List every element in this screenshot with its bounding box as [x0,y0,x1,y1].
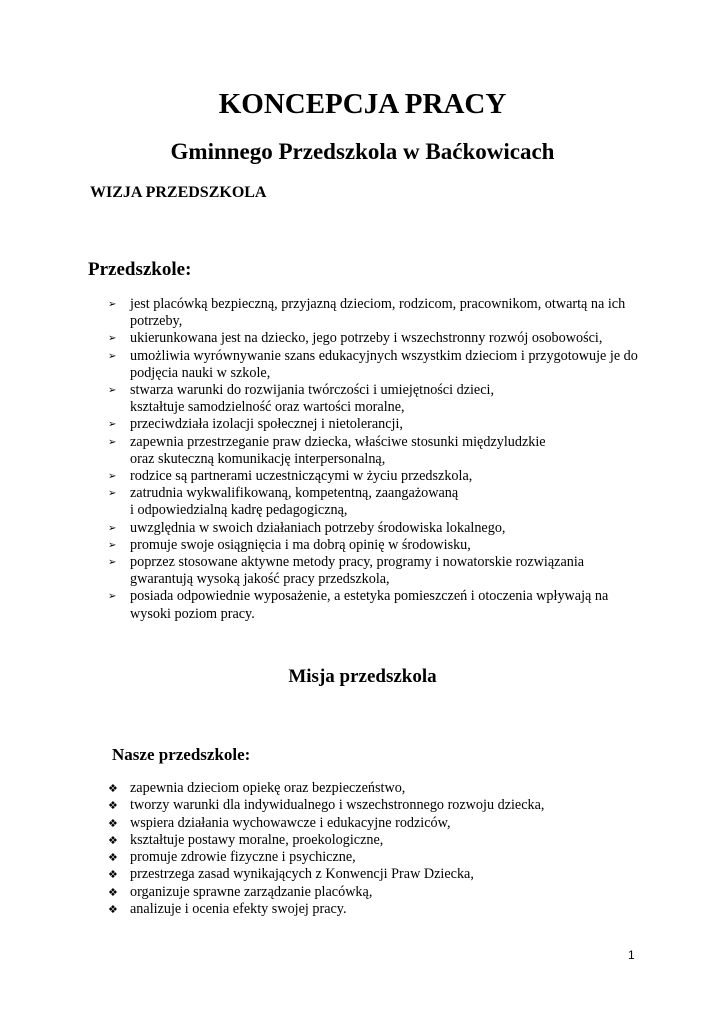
mission-list-item [108,780,648,797]
page-number: 1 [628,948,635,962]
vision-list-item [108,348,648,382]
mission-heading: Misja przedszkola [288,666,437,687]
list-item-text: poprzez stosowane aktywne metody pracy, programy i nowatorskie rozwiązania gwarantują wysoką jakość pracy przedszkola, [130,554,585,588]
vision-list-item [108,296,648,330]
arrow-bullet-icon: ➢ [108,299,117,310]
diamond-bullet-icon: ❖ [108,799,118,813]
diamond-bullet-icon: ❖ [108,903,118,917]
mission-list-item [108,901,648,918]
diamond-bullet-icon: ❖ [108,885,118,899]
arrow-bullet-icon: ➢ [108,591,117,603]
mission-list-item [108,866,648,883]
arrow-bullet-icon: ➢ [108,488,117,500]
list-item-text: promuje swoje osiągnięcia i ma dobrą opinię w środowisku, [130,536,471,553]
list-item-text: wspiera działania wychowawcze i edukacyjne rodziców, [130,814,451,831]
list-item-text: i odpowiedzialną kadrę pedagogiczną, [130,502,348,519]
list-item-text: zapewnia dzieciom opiekę oraz bezpieczeństwo, [130,780,406,796]
arrow-bullet-icon: ➢ [108,350,117,362]
list-item-text: tworzy warunki dla indywidualnego i wszechstronnego rozwoju dziecka, [130,797,545,814]
vision-list-item [108,588,648,622]
list-item-text: ukierunkowana jest na dziecko, jego potrzeby i wszechstronny rozwój osobowości, [130,330,603,347]
arrow-bullet-icon: ➢ [108,522,117,534]
list-item-text: analizuje i ocenia efekty swojej pracy. [130,901,347,918]
our-preschool-heading: Nasze przedszkole: [112,745,251,764]
diamond-bullet-icon: ❖ [108,816,118,830]
list-item-text: stwarza warunki do rozwijania twórczości i umiejętności dzieci, [130,382,495,399]
arrow-bullet-icon: ➢ [108,385,117,397]
vision-heading: WIZJA PRZEDSZKOLA [90,184,267,201]
mission-list-item [108,797,648,814]
mission-list-item [108,815,648,832]
arrow-bullet-icon: ➢ [108,436,117,448]
list-item-text: kształtuje postawy moralne, proekologiczne, [130,831,384,848]
arrow-bullet-icon: ➢ [108,539,117,551]
vision-list-item [108,416,648,433]
list-item-text: rodzice są partnerami uczestniczącymi w życiu przedszkola, [130,468,473,485]
vision-list-item [108,382,648,416]
section-heading-przedszkole: Przedszkole: [88,259,192,280]
diamond-bullet-icon: ❖ [108,851,118,865]
vision-list [108,296,648,623]
vision-list-item [108,554,648,588]
list-item-text: organizuje sprawne zarządzanie placówką, [130,883,373,900]
list-item-text: uwzględnia w swoich działaniach potrzeby środowiska lokalnego, [130,519,506,536]
vision-list-item [108,434,648,468]
list-item-text: oraz skuteczną komunikację interpersonalną, [130,450,386,467]
vision-list-item [108,485,648,519]
mission-list-item [108,884,648,901]
vision-list-item [108,330,648,347]
arrow-bullet-icon: ➢ [108,333,117,345]
list-item-text: umożliwia wyrównywanie szans edukacyjnych wszystkim dzieciom i przygotowuje je do podjęcia nauki w szkole, [130,347,638,381]
document-subtitle: Gminnego Przedszkola w Baćkowicach [170,139,555,164]
diamond-bullet-icon: ❖ [108,868,118,882]
list-item-text: kształtuje samodzielność oraz wartości moralne, [130,399,405,416]
list-item-text: przestrzega zasad wynikających z Konwencji Praw Dziecka, [130,866,474,883]
list-item-text: jest placówką bezpieczną, przyjazną dzieciom, rodzicom, pracownikom, otwartą na ich potrzeby, [130,296,626,330]
list-item-text: zatrudnia wykwalifikowaną, kompetentną, zaangażowaną [130,485,459,502]
mission-list [108,780,648,918]
diamond-bullet-icon: ❖ [108,782,118,795]
arrow-bullet-icon: ➢ [108,471,117,483]
vision-list-item [108,520,648,537]
list-item-text: przeciwdziała izolacji społecznej i nietolerancji, [130,416,403,433]
vision-list-item [108,537,648,554]
mission-list-item [108,849,648,866]
arrow-bullet-icon: ➢ [108,557,117,569]
diamond-bullet-icon: ❖ [108,833,118,847]
arrow-bullet-icon: ➢ [108,419,117,431]
vision-list-item [108,468,648,485]
list-item-text: promuje zdrowie fizyczne i psychiczne, [130,849,356,866]
list-item-text: posiada odpowiednie wyposażenie, a estetyka pomieszczeń i otoczenia wpływają na wysoki poziom pracy. [130,588,609,622]
mission-list-item [108,832,648,849]
list-item-text: zapewnia przestrzeganie praw dziecka, właściwe stosunki międzyludzkie [130,433,546,450]
document-title: KONCEPCJA PRACY [218,88,507,120]
